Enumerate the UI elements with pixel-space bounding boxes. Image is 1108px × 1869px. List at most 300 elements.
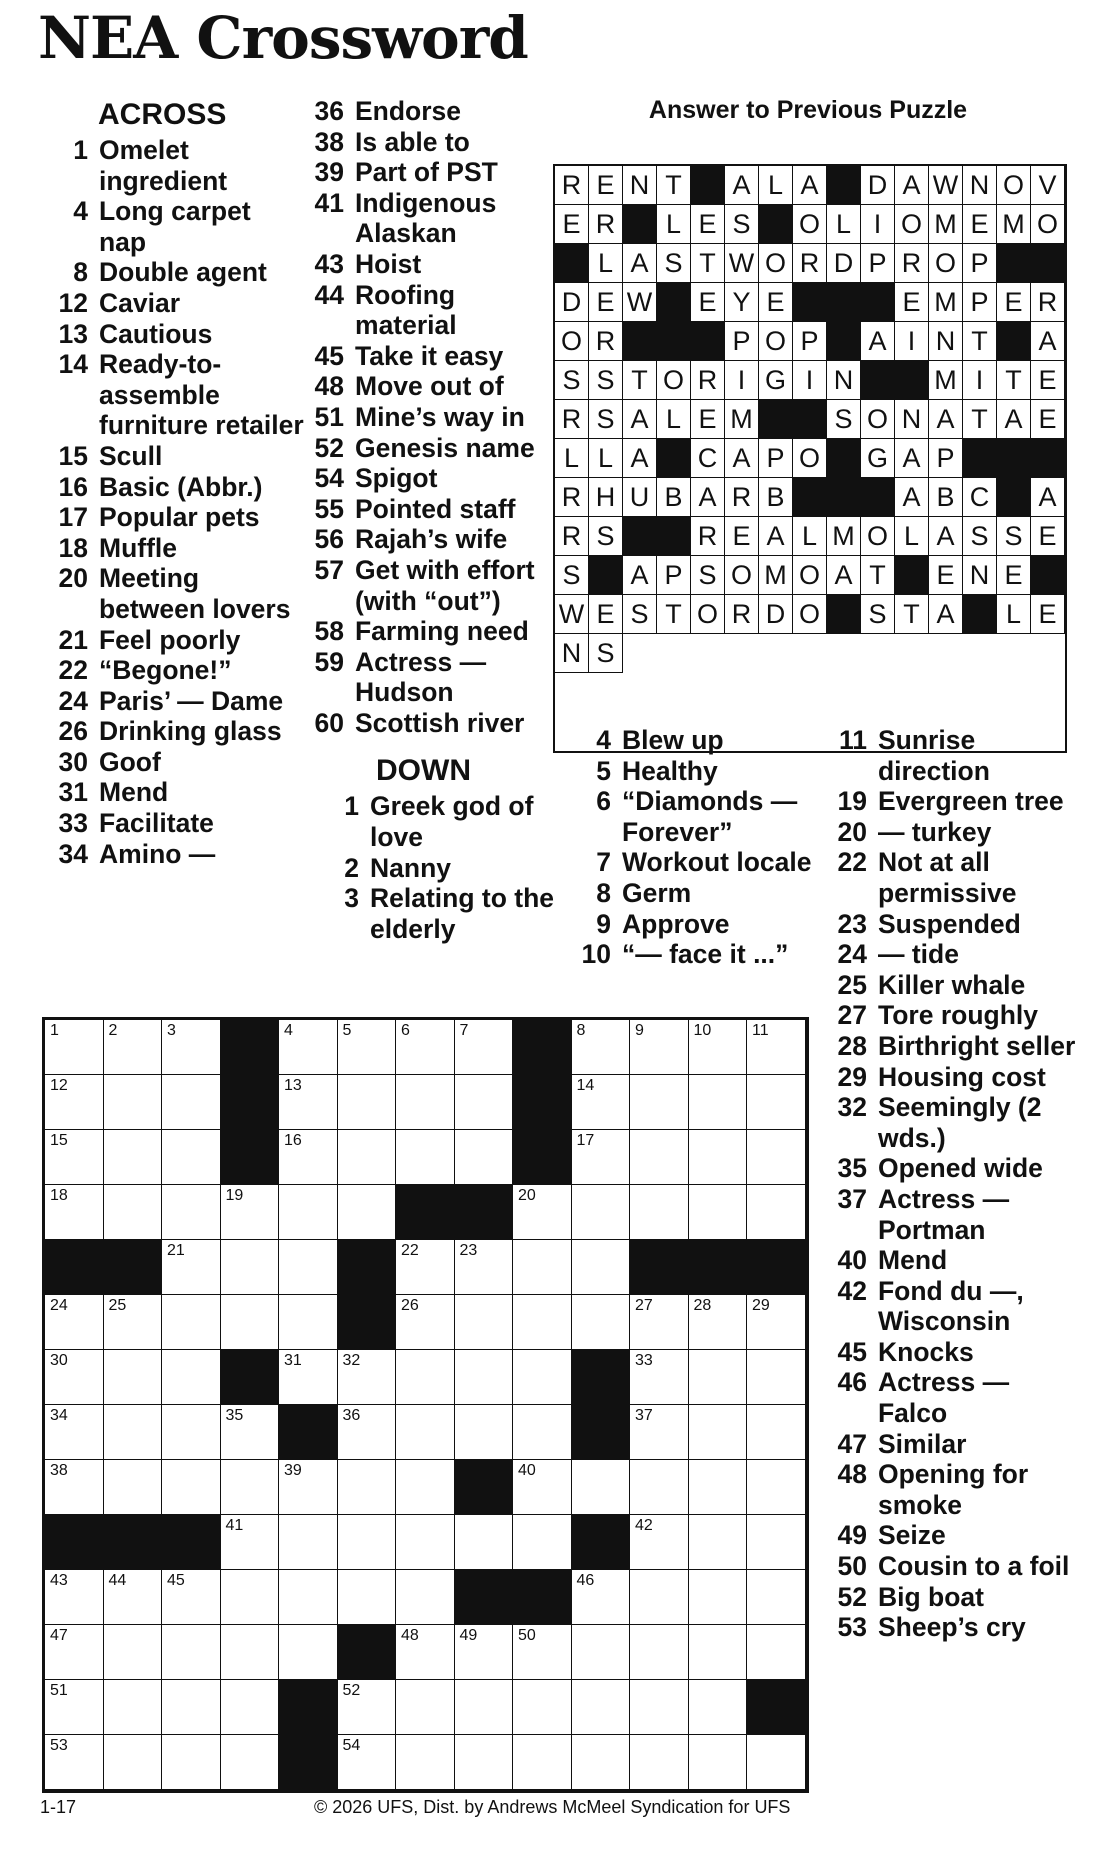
grid-cell[interactable]: [104, 1735, 163, 1790]
grid-cell[interactable]: [747, 1020, 806, 1075]
clue-across-26: [50, 716, 305, 747]
grid-cell-number: 7: [459, 1022, 469, 1039]
grid-cell[interactable]: [396, 1020, 455, 1075]
grid-black-square: [338, 1295, 397, 1350]
grid-cell[interactable]: [162, 1075, 221, 1130]
clue-number: 9: [596, 908, 611, 939]
grid-cell[interactable]: [338, 1570, 397, 1625]
answer-letter-cell: A: [725, 439, 759, 478]
grid-cell[interactable]: [104, 1075, 163, 1130]
clue-text: Tore roughly: [878, 1000, 1038, 1031]
grid-cell[interactable]: [630, 1185, 689, 1240]
answer-black-square: [793, 400, 827, 439]
answer-letter-cell: I: [861, 205, 895, 244]
grid-cell-number: 50: [518, 1627, 536, 1644]
clue-across-52: [306, 433, 556, 464]
grid-cell[interactable]: [221, 1240, 280, 1295]
grid-cell[interactable]: [221, 1295, 280, 1350]
grid-cell[interactable]: [455, 1075, 514, 1130]
answer-letter-cell: R: [793, 244, 827, 283]
grid-cell[interactable]: [630, 1460, 689, 1515]
clue-down-7: [573, 847, 823, 878]
answer-letter-cell: A: [861, 322, 895, 361]
grid-cell[interactable]: [513, 1735, 572, 1790]
grid-cell[interactable]: [455, 1680, 514, 1735]
grid-cell[interactable]: [162, 1020, 221, 1075]
grid-cell[interactable]: [162, 1570, 221, 1625]
grid-cell[interactable]: [162, 1240, 221, 1295]
grid-cell[interactable]: [513, 1350, 572, 1405]
grid-cell[interactable]: [104, 1020, 163, 1075]
grid-cell[interactable]: [455, 1625, 514, 1680]
answer-letter-cell: P: [657, 556, 691, 595]
grid-cell[interactable]: [104, 1460, 163, 1515]
grid-cell[interactable]: [396, 1130, 455, 1185]
across-heading: ACROSS: [98, 98, 227, 131]
answer-letter-cell: E: [1031, 361, 1065, 400]
answer-letter-cell: R: [555, 517, 589, 556]
grid-cell[interactable]: [104, 1295, 163, 1350]
grid-cell-number: 38: [50, 1462, 68, 1479]
clue-number: 22: [837, 847, 867, 878]
grid-cell[interactable]: [162, 1625, 221, 1680]
clue-text: Roofing material: [355, 279, 457, 341]
clue-number: 12: [58, 287, 88, 318]
answer-letter-cell: D: [827, 244, 861, 283]
grid-cell[interactable]: [396, 1075, 455, 1130]
grid-cell[interactable]: [279, 1240, 338, 1295]
answer-black-square: [623, 322, 657, 361]
grid-cell[interactable]: [630, 1075, 689, 1130]
clue-down-24: [831, 939, 1076, 970]
clue-number: 47: [837, 1428, 867, 1459]
grid-cell[interactable]: [455, 1515, 514, 1570]
grid-cell[interactable]: [396, 1240, 455, 1295]
grid-cell[interactable]: [338, 1185, 397, 1240]
grid-cell[interactable]: [279, 1185, 338, 1240]
answer-letter-cell: E: [725, 517, 759, 556]
grid-cell[interactable]: [747, 1515, 806, 1570]
grid-cell[interactable]: [338, 1680, 397, 1735]
grid-cell[interactable]: [689, 1460, 748, 1515]
grid-cell[interactable]: [162, 1405, 221, 1460]
grid-cell[interactable]: [221, 1735, 280, 1790]
clue-text: Fond du —, Wisconsin: [878, 1275, 1024, 1337]
grid-cell[interactable]: [572, 1130, 631, 1185]
grid-cell[interactable]: [689, 1625, 748, 1680]
answer-letter-cell: A: [1031, 478, 1065, 517]
grid-cell[interactable]: [279, 1075, 338, 1130]
grid-cell-number: 24: [50, 1297, 68, 1314]
grid-cell[interactable]: [455, 1020, 514, 1075]
clue-across-4: [50, 196, 305, 257]
grid-cell[interactable]: [162, 1185, 221, 1240]
grid-cell[interactable]: [221, 1185, 280, 1240]
answer-letter-cell: O: [895, 205, 929, 244]
grid-cell-number: 23: [459, 1242, 478, 1259]
clue-number: 36: [314, 96, 344, 126]
grid-cell[interactable]: [338, 1735, 397, 1790]
grid-cell[interactable]: [338, 1515, 397, 1570]
grid-cell[interactable]: [689, 1020, 748, 1075]
grid-cell[interactable]: [279, 1625, 338, 1680]
across-clue-list-2: [306, 96, 556, 738]
grid-cell-number: 18: [50, 1187, 68, 1204]
answer-letter-cell: M: [827, 517, 861, 556]
grid-cell[interactable]: [221, 1625, 280, 1680]
across-clues-column-2: [306, 96, 556, 944]
clue-down-28: [831, 1031, 1076, 1062]
grid-cell[interactable]: [689, 1130, 748, 1185]
grid-cell[interactable]: [513, 1295, 572, 1350]
clue-across-31: [50, 777, 305, 808]
clue-across-16: [50, 472, 305, 503]
grid-cell[interactable]: [162, 1295, 221, 1350]
grid-cell[interactable]: [338, 1460, 397, 1515]
grid-cell[interactable]: [104, 1350, 163, 1405]
grid-black-square: [396, 1185, 455, 1240]
grid-cell[interactable]: [338, 1350, 397, 1405]
clue-number: 42: [837, 1275, 867, 1306]
grid-cell[interactable]: [45, 1570, 104, 1625]
clue-number: 56: [314, 524, 344, 555]
answer-black-square: [861, 361, 895, 400]
answer-letter-cell: N: [929, 322, 963, 361]
answer-letter-cell: T: [657, 166, 691, 205]
clue-text: Genesis name: [355, 432, 535, 463]
answer-letter-cell: M: [929, 361, 963, 400]
clue-number: 46: [837, 1367, 867, 1398]
clue-text: Farming need: [355, 616, 529, 647]
grid-cell[interactable]: [338, 1075, 397, 1130]
grid-cell[interactable]: [221, 1405, 280, 1460]
grid-cell[interactable]: [279, 1570, 338, 1625]
answer-black-square: [555, 244, 589, 283]
grid-cell-number: 46: [576, 1572, 595, 1589]
grid-cell[interactable]: [396, 1625, 455, 1680]
grid-cell[interactable]: [104, 1185, 163, 1240]
grid-cell[interactable]: [45, 1735, 104, 1790]
clue-down-40: [831, 1245, 1076, 1276]
grid-cell[interactable]: [689, 1735, 748, 1790]
answer-black-square: [827, 595, 861, 634]
clue-text: Seize: [878, 1520, 946, 1551]
grid-cell[interactable]: [747, 1075, 806, 1130]
grid-cell[interactable]: [162, 1130, 221, 1185]
grid-cell[interactable]: [630, 1735, 689, 1790]
grid-cell-number: 48: [401, 1627, 419, 1644]
answer-letter-cell: A: [623, 556, 657, 595]
answer-letter-cell: H: [589, 478, 623, 517]
grid-cell[interactable]: [455, 1240, 514, 1295]
grid-cell[interactable]: [689, 1405, 748, 1460]
clue-down-8: [573, 878, 823, 909]
grid-cell-number: 13: [284, 1077, 302, 1094]
grid-cell[interactable]: [279, 1295, 338, 1350]
answer-letter-cell: M: [929, 283, 963, 322]
answer-letter-cell: M: [929, 205, 963, 244]
clue-number: 57: [314, 554, 344, 585]
answer-letter-cell: R: [589, 322, 623, 361]
answer-letter-cell: W: [725, 244, 759, 283]
grid-cell[interactable]: [45, 1350, 104, 1405]
grid-cell[interactable]: [45, 1625, 104, 1680]
answer-letter-cell: S: [861, 595, 895, 634]
grid-black-square: [747, 1240, 806, 1295]
grid-cell[interactable]: [747, 1295, 806, 1350]
grid-cell[interactable]: [455, 1130, 514, 1185]
answer-letter-cell: P: [963, 244, 997, 283]
grid-cell[interactable]: [513, 1185, 572, 1240]
grid-cell[interactable]: [455, 1735, 514, 1790]
grid-cell[interactable]: [104, 1405, 163, 1460]
grid-cell[interactable]: [162, 1460, 221, 1515]
grid-cell-number: 19: [225, 1187, 244, 1204]
grid-cell[interactable]: [162, 1350, 221, 1405]
grid-cell[interactable]: [513, 1680, 572, 1735]
answer-black-square: [827, 439, 861, 478]
grid-cell[interactable]: [104, 1570, 163, 1625]
answer-black-square: [997, 322, 1031, 361]
clue-down-42: [831, 1276, 1076, 1337]
answer-letter-cell: P: [861, 244, 895, 283]
answer-letter-cell: P: [725, 322, 759, 361]
grid-cell[interactable]: [45, 1295, 104, 1350]
grid-black-square: [221, 1130, 280, 1185]
clue-text: Popular pets: [99, 502, 260, 533]
grid-cell[interactable]: [221, 1680, 280, 1735]
grid-cell[interactable]: [396, 1405, 455, 1460]
grid-cell[interactable]: [45, 1130, 104, 1185]
grid-cell[interactable]: [689, 1515, 748, 1570]
grid-cell[interactable]: [572, 1020, 631, 1075]
grid-cell[interactable]: [279, 1020, 338, 1075]
clue-number: 3: [344, 883, 359, 914]
grid-cell[interactable]: [455, 1405, 514, 1460]
clue-text: Drinking glass: [99, 716, 282, 747]
clue-number: 31: [58, 777, 88, 808]
grid-black-square: [338, 1625, 397, 1680]
grid-cell[interactable]: [630, 1350, 689, 1405]
grid-black-square: [221, 1075, 280, 1130]
grid-cell[interactable]: [396, 1460, 455, 1515]
grid-cell[interactable]: [45, 1185, 104, 1240]
grid-cell[interactable]: [689, 1680, 748, 1735]
clue-text: Greek god of love: [370, 791, 534, 853]
grid-cell[interactable]: [338, 1405, 397, 1460]
grid-cell[interactable]: [747, 1625, 806, 1680]
grid-cell[interactable]: [572, 1680, 631, 1735]
clue-across-20: [50, 563, 305, 624]
grid-cell[interactable]: [162, 1680, 221, 1735]
grid-cell[interactable]: [455, 1350, 514, 1405]
clue-text: Caviar: [99, 287, 181, 318]
grid-cell[interactable]: [279, 1515, 338, 1570]
grid-cell[interactable]: [104, 1625, 163, 1680]
grid-black-square: [513, 1075, 572, 1130]
clue-text: Healthy: [622, 755, 718, 786]
grid-cell[interactable]: [572, 1460, 631, 1515]
answer-letter-cell: A: [929, 517, 963, 556]
grid-cell[interactable]: [747, 1570, 806, 1625]
answer-letter-cell: T: [963, 400, 997, 439]
grid-cell[interactable]: [572, 1295, 631, 1350]
grid-cell[interactable]: [572, 1735, 631, 1790]
grid-cell[interactable]: [572, 1240, 631, 1295]
grid-cell[interactable]: [396, 1515, 455, 1570]
grid-cell-number: 54: [342, 1737, 361, 1754]
clue-across-15: [50, 441, 305, 472]
clue-down-10: [573, 939, 823, 970]
grid-cell[interactable]: [279, 1130, 338, 1185]
clue-number: 24: [837, 939, 867, 970]
answer-letter-cell: S: [589, 634, 623, 673]
clue-text: “— face it ...”: [622, 939, 789, 970]
answer-letter-cell: A: [929, 595, 963, 634]
grid-cell[interactable]: [45, 1460, 104, 1515]
grid-cell[interactable]: [747, 1130, 806, 1185]
grid-cell[interactable]: [396, 1735, 455, 1790]
grid-cell[interactable]: [221, 1515, 280, 1570]
grid-cell[interactable]: [630, 1405, 689, 1460]
grid-cell[interactable]: [45, 1075, 104, 1130]
grid-cell[interactable]: [630, 1295, 689, 1350]
clue-text: Relating to the elderly: [370, 883, 555, 944]
grid-cell[interactable]: [572, 1570, 631, 1625]
clue-text: Blew up: [622, 725, 724, 755]
grid-cell[interactable]: [747, 1405, 806, 1460]
grid-cell[interactable]: [689, 1350, 748, 1405]
answer-letter-cell: N: [895, 400, 929, 439]
clue-across-38: [306, 127, 556, 158]
answer-letter-cell: M: [725, 400, 759, 439]
grid-cell[interactable]: [45, 1020, 104, 1075]
clue-number: 5: [596, 755, 611, 786]
grid-cell[interactable]: [630, 1515, 689, 1570]
grid-cell[interactable]: [689, 1570, 748, 1625]
clue-across-13: [50, 319, 305, 350]
grid-cell[interactable]: [630, 1625, 689, 1680]
answer-letter-cell: E: [1031, 400, 1065, 439]
clue-across-58: [306, 616, 556, 647]
answer-letter-cell: O: [793, 556, 827, 595]
grid-cell[interactable]: [104, 1130, 163, 1185]
grid-black-square: [162, 1515, 221, 1570]
clue-text: Endorse: [355, 96, 462, 126]
clue-number: 8: [596, 877, 611, 908]
grid-cell[interactable]: [630, 1570, 689, 1625]
clue-across-14: [50, 349, 305, 441]
clue-text: Part of PST: [355, 157, 498, 188]
grid-cell[interactable]: [513, 1625, 572, 1680]
grid-cell[interactable]: [689, 1295, 748, 1350]
answer-letter-cell: A: [895, 166, 929, 205]
grid-cell[interactable]: [45, 1405, 104, 1460]
grid-cell-number: 39: [284, 1462, 302, 1479]
grid-cell[interactable]: [513, 1405, 572, 1460]
answer-black-square: [1031, 556, 1065, 595]
down-clue-list-3: [831, 725, 1076, 1643]
clue-number: 18: [58, 532, 88, 563]
clue-text: Knocks: [878, 1336, 974, 1367]
clue-across-43: [306, 249, 556, 280]
clue-text: Feel poorly: [99, 624, 241, 655]
answer-letter-cell: P: [929, 439, 963, 478]
grid-cell[interactable]: [396, 1295, 455, 1350]
grid-cell[interactable]: [455, 1295, 514, 1350]
grid-cell[interactable]: [45, 1680, 104, 1735]
grid-cell[interactable]: [572, 1075, 631, 1130]
clue-text: Get with effort (with “out”): [355, 554, 535, 616]
grid-cell[interactable]: [572, 1625, 631, 1680]
grid-cell[interactable]: [279, 1460, 338, 1515]
grid-cell[interactable]: [689, 1185, 748, 1240]
grid-cell[interactable]: [513, 1240, 572, 1295]
grid-cell[interactable]: [396, 1680, 455, 1735]
grid-cell[interactable]: [747, 1185, 806, 1240]
clue-text: Double agent: [99, 257, 267, 288]
clue-text: Birthright seller: [878, 1030, 1076, 1061]
clue-text: Mend: [878, 1245, 948, 1276]
clue-number: 4: [596, 725, 611, 755]
down-clue-list-2: [573, 725, 823, 970]
down-clue-list-1: [306, 791, 556, 944]
grid-cell[interactable]: [747, 1735, 806, 1790]
grid-cell[interactable]: [630, 1130, 689, 1185]
answer-black-square: [997, 478, 1031, 517]
grid-cell[interactable]: [338, 1020, 397, 1075]
grid-cell[interactable]: [338, 1130, 397, 1185]
grid-cell-number: 3: [167, 1022, 176, 1039]
grid-cell[interactable]: [747, 1460, 806, 1515]
clue-down-25: [831, 970, 1076, 1001]
clue-across-12: [50, 288, 305, 319]
grid-cell[interactable]: [221, 1570, 280, 1625]
grid-cell-number: 37: [635, 1407, 653, 1424]
grid-cell[interactable]: [513, 1460, 572, 1515]
clue-text: Scottish river: [355, 707, 525, 738]
clue-across-60: [306, 708, 556, 739]
grid-cell[interactable]: [104, 1680, 163, 1735]
clue-text: Evergreen tree: [878, 786, 1064, 817]
clue-across-54: [306, 463, 556, 494]
answer-letter-cell: E: [759, 283, 793, 322]
clue-text: Long carpet nap: [99, 196, 251, 257]
clue-number: 10: [581, 939, 611, 970]
grid-cell[interactable]: [572, 1185, 631, 1240]
answer-letter-cell: A: [827, 556, 861, 595]
grid-cell-number: 35: [225, 1407, 244, 1424]
grid-cell[interactable]: [513, 1515, 572, 1570]
clue-text: “Begone!”: [99, 655, 232, 686]
answer-letter-cell: R: [555, 400, 589, 439]
clue-down-6: [573, 786, 823, 847]
grid-cell[interactable]: [630, 1680, 689, 1735]
grid-cell[interactable]: [747, 1350, 806, 1405]
grid-cell[interactable]: [221, 1460, 280, 1515]
grid-cell[interactable]: [630, 1020, 689, 1075]
grid-cell[interactable]: [396, 1350, 455, 1405]
grid-cell[interactable]: [279, 1350, 338, 1405]
clue-number: 41: [314, 187, 344, 218]
clue-text: Opening for smoke: [878, 1459, 1029, 1520]
answer-letter-cell: B: [929, 478, 963, 517]
answer-letter-cell: R: [555, 166, 589, 205]
answer-letter-cell: N: [555, 634, 589, 673]
grid-cell[interactable]: [396, 1570, 455, 1625]
grid-cell[interactable]: [689, 1075, 748, 1130]
grid-cell[interactable]: [162, 1735, 221, 1790]
